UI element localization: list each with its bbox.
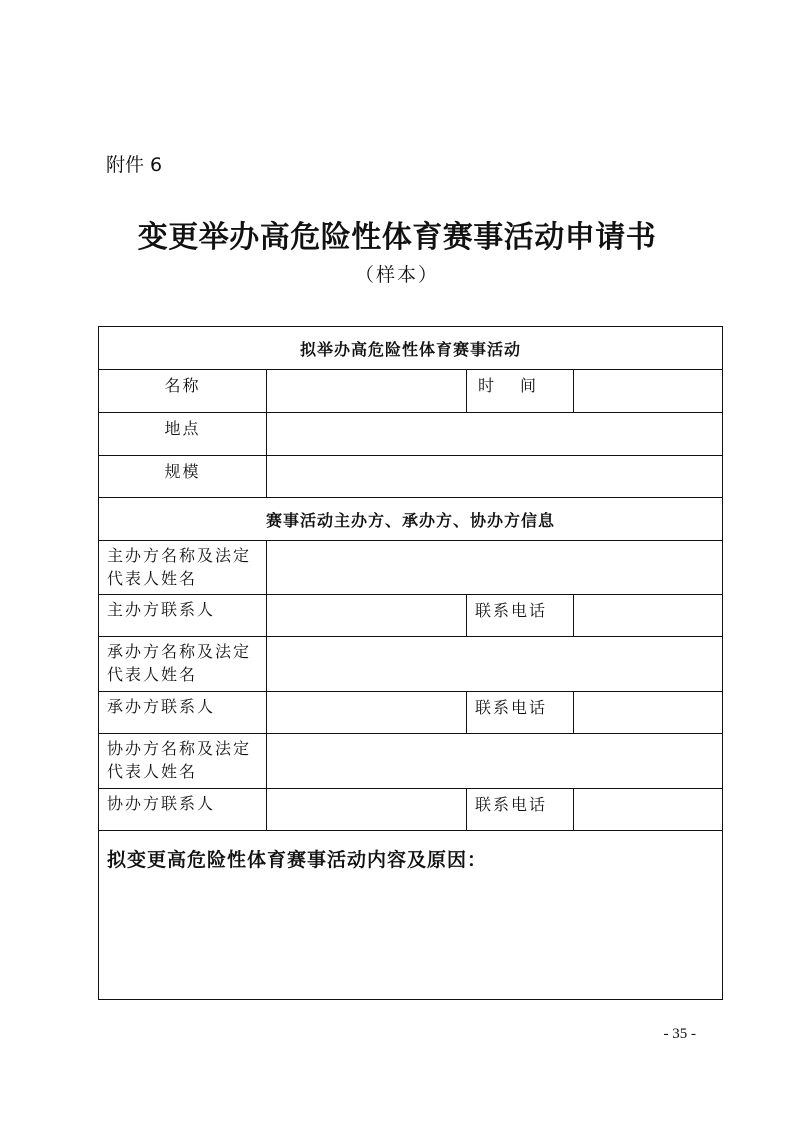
form-row-scale [99, 456, 723, 498]
form-row-name-time [99, 370, 723, 413]
organizer-phone-field[interactable] [574, 692, 723, 734]
name-field[interactable] [267, 370, 467, 413]
form-row-host-name [99, 541, 723, 595]
form-row-co-organizer-contact [99, 789, 723, 831]
form-row-co-organizer-name [99, 734, 723, 789]
host-name-field[interactable] [267, 541, 723, 595]
name-label: 名称 [99, 370, 267, 413]
document-subtitle: （样本） [354, 264, 439, 286]
co-organizer-phone-field[interactable] [574, 789, 723, 831]
co-organizer-name-label: 协办方名称及法定代表人姓名 [99, 734, 267, 789]
change-reason-label: 拟变更高危险性体育赛事活动内容及原因： [107, 849, 488, 871]
scale-field[interactable] [267, 456, 723, 498]
location-field[interactable] [267, 413, 723, 456]
event-section-header: 拟举办高危险性体育赛事活动 [99, 327, 723, 370]
organizer-phone-label: 联系电话 [467, 692, 574, 734]
page-number: - 35 - [663, 1026, 696, 1042]
organizer-contact-label: 承办方联系人 [99, 692, 267, 734]
time-label: 时间 [467, 370, 574, 413]
form-row-organizer-name [99, 637, 723, 692]
co-organizer-phone-label: 联系电话 [467, 789, 574, 831]
organizer-contact-field[interactable] [267, 692, 467, 734]
form-row-organizer-contact [99, 692, 723, 734]
form-row-event-section [99, 327, 723, 370]
host-phone-field[interactable] [574, 595, 723, 637]
host-contact-field[interactable] [267, 595, 467, 637]
organizers-section-header: 赛事活动主办方、承办方、协办方信息 [99, 498, 723, 541]
organizer-name-label: 承办方名称及法定代表人姓名 [99, 637, 267, 692]
form-row-organizers-section [99, 498, 723, 541]
host-phone-label: 联系电话 [467, 595, 574, 637]
co-organizer-contact-field[interactable] [267, 789, 467, 831]
co-organizer-name-field[interactable] [267, 734, 723, 789]
form-row-location [99, 413, 723, 456]
host-contact-label: 主办方联系人 [99, 595, 267, 637]
scale-label: 规模 [99, 456, 267, 498]
co-organizer-contact-label: 协办方联系人 [99, 789, 267, 831]
application-form-table [98, 326, 723, 1000]
location-label: 地点 [99, 413, 267, 456]
attachment-label: 附件 6 [106, 154, 163, 176]
time-field[interactable] [574, 370, 723, 413]
organizer-name-field[interactable] [267, 637, 723, 692]
form-row-host-contact [99, 595, 723, 637]
document-title: 变更举办高危险性体育赛事活动申请书 [137, 220, 657, 255]
host-name-label: 主办方名称及法定代表人姓名 [99, 541, 267, 595]
form-row-change-reason [99, 831, 723, 1000]
change-reason-area[interactable] [99, 831, 723, 1000]
